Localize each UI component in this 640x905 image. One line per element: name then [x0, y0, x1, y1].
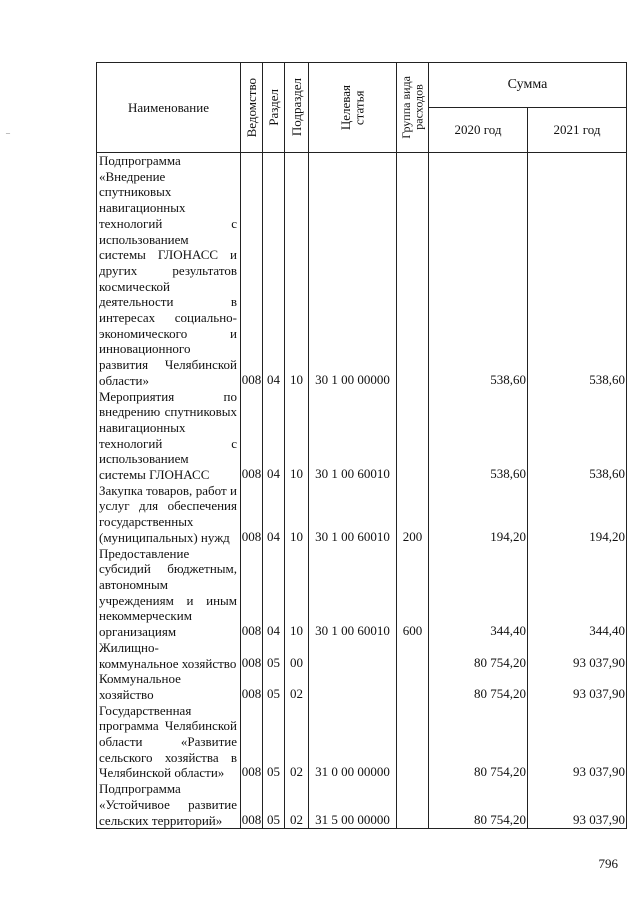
row-gruppa: 200 [397, 483, 429, 546]
table-row [97, 781, 627, 829]
table-row [97, 640, 627, 671]
row-celevaya-statya: 30 1 00 60010 [309, 483, 397, 546]
row-razdel: 05 [263, 640, 285, 671]
row-vedomstvo: 008 [241, 153, 263, 389]
row-sum-2020: 344,40 [429, 546, 528, 640]
row-gruppa [397, 781, 429, 829]
row-vedomstvo: 008 [241, 671, 263, 702]
row-name: Жилищно-коммунальное хозяйство [97, 640, 241, 671]
row-gruppa [397, 703, 429, 782]
row-celevaya-statya [309, 640, 397, 671]
row-name: Мероприятия по внедрению спутниковых навигационных технологий с использованием системы ГЛОНАСС [97, 389, 241, 483]
table-row [97, 153, 627, 389]
row-vedomstvo: 008 [241, 703, 263, 782]
header-summa: Сумма [429, 63, 627, 108]
row-sum-2020: 194,20 [429, 483, 528, 546]
table-row [97, 546, 627, 640]
row-name: Подпрограмма «Внедрение спутниковых навигационных технологий с использованием системы ГЛОНАСС и других результатов космической деятельности в интересах социально-экономического и инновационного развития Челябинской области» [97, 153, 241, 389]
row-sum-2021: 538,60 [528, 153, 627, 389]
row-celevaya-statya: 30 1 00 00000 [309, 153, 397, 389]
row-celevaya-statya: 31 5 00 00000 [309, 781, 397, 829]
table-row [97, 703, 627, 782]
row-razdel: 04 [263, 153, 285, 389]
row-vedomstvo: 008 [241, 546, 263, 640]
row-vedomstvo: 008 [241, 640, 263, 671]
header-celevaya-statya: Целевая статья [309, 63, 397, 153]
row-podrazdel: 10 [285, 546, 309, 640]
table-row [97, 671, 627, 702]
row-sum-2020: 80 754,20 [429, 671, 528, 702]
row-gruppa [397, 640, 429, 671]
row-podrazdel: 10 [285, 483, 309, 546]
page-number: 796 [598, 856, 618, 871]
header-podrazdel: Подраздел [285, 63, 309, 153]
row-podrazdel: 02 [285, 781, 309, 829]
row-razdel: 04 [263, 389, 285, 483]
row-name: Закупка товаров, работ и услуг для обеспечения государственных (муниципальных) нужд [97, 483, 241, 546]
row-razdel: 05 [263, 703, 285, 782]
table-row [97, 389, 627, 483]
row-gruppa [397, 153, 429, 389]
table-row [97, 483, 627, 546]
row-gruppa [397, 389, 429, 483]
row-vedomstvo: 008 [241, 389, 263, 483]
row-razdel: 05 [263, 671, 285, 702]
row-name: Подпрограмма «Устойчивое развитие сельских территорий» [97, 781, 241, 829]
row-sum-2021: 93 037,90 [528, 703, 627, 782]
header-name: Наименование [97, 63, 241, 153]
margin-mark: – [6, 128, 10, 137]
row-razdel: 05 [263, 781, 285, 829]
row-vedomstvo: 008 [241, 483, 263, 546]
row-sum-2020: 80 754,20 [429, 781, 528, 829]
row-celevaya-statya: 31 0 00 00000 [309, 703, 397, 782]
row-celevaya-statya [309, 671, 397, 702]
row-podrazdel: 02 [285, 671, 309, 702]
row-sum-2021: 93 037,90 [528, 640, 627, 671]
budget-table [96, 62, 627, 829]
row-sum-2021: 93 037,90 [528, 671, 627, 702]
row-gruppa: 600 [397, 546, 429, 640]
row-sum-2021: 93 037,90 [528, 781, 627, 829]
header-gruppa-vida-rashodov: Группа вида расходов [397, 63, 429, 153]
row-sum-2020: 80 754,20 [429, 640, 528, 671]
row-sum-2020: 80 754,20 [429, 703, 528, 782]
row-razdel: 04 [263, 546, 285, 640]
row-name: Предоставление субсидий бюджетным, автономным учреждениям и иным некоммерческим организациям [97, 546, 241, 640]
row-podrazdel: 10 [285, 153, 309, 389]
row-sum-2020: 538,60 [429, 153, 528, 389]
row-podrazdel: 02 [285, 703, 309, 782]
header-year-2021: 2021 год [528, 108, 627, 153]
row-sum-2020: 538,60 [429, 389, 528, 483]
row-name: Государственная программа Челябинской области «Развитие сельского хозяйства в Челябинской области» [97, 703, 241, 782]
row-name: Коммунальное хозяйство [97, 671, 241, 702]
row-sum-2021: 344,40 [528, 546, 627, 640]
row-celevaya-statya: 30 1 00 60010 [309, 546, 397, 640]
row-sum-2021: 194,20 [528, 483, 627, 546]
row-gruppa [397, 671, 429, 702]
row-celevaya-statya: 30 1 00 60010 [309, 389, 397, 483]
row-podrazdel: 10 [285, 389, 309, 483]
header-vedomstvo: Ведомство [241, 63, 263, 153]
row-vedomstvo: 008 [241, 781, 263, 829]
header-row [97, 63, 627, 108]
header-razdel: Раздел [263, 63, 285, 153]
row-razdel: 04 [263, 483, 285, 546]
header-year-2020: 2020 год [429, 108, 528, 153]
row-sum-2021: 538,60 [528, 389, 627, 483]
row-podrazdel: 00 [285, 640, 309, 671]
